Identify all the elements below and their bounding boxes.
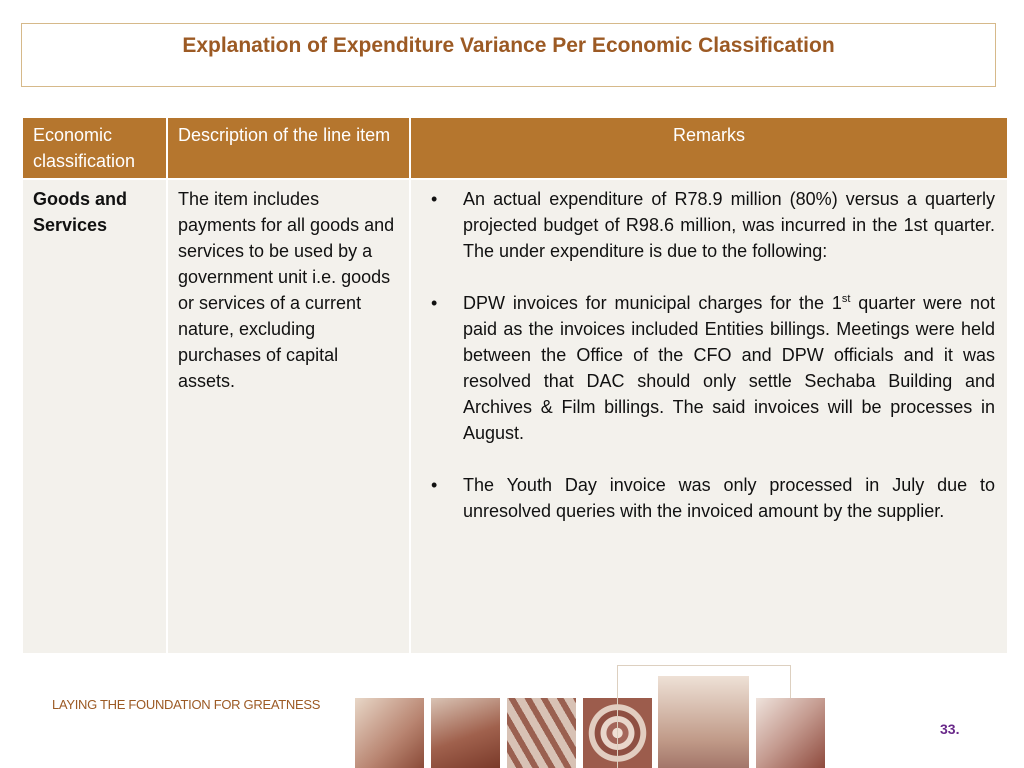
cell-description: The item includes payments for all goods and services to be used by a government unit i.e. goods or services of a current nature, excluding purchases of capital assets.	[168, 180, 409, 653]
saxophone-player-image	[756, 698, 825, 768]
page-title: Explanation of Expenditure Variance Per Economic Classification	[182, 34, 835, 57]
writing-photo-image	[355, 698, 424, 768]
film-reel-image	[507, 698, 576, 768]
remark-text-pre: DPW invoices for municipal charges for the 1	[463, 293, 842, 313]
remark-text-sup: st	[841, 293, 851, 305]
page-number: 33.	[940, 721, 960, 737]
bullet-icon: •	[431, 293, 438, 313]
bullet-icon: •	[431, 189, 438, 209]
family-photo-image	[431, 698, 500, 768]
header-economic-classification: Economic classification	[23, 118, 166, 178]
remark-text: An actual expenditure of R78.9 million (80%) versus a quarterly projected budget of R98.6 million, was incurred in the 1st quarter. The under expenditure is due to the following:	[463, 189, 995, 261]
title-box	[21, 23, 996, 87]
footer-tagline: LAYING THE FOUNDATION FOR GREATNESS	[52, 697, 321, 712]
cell-remarks	[411, 180, 1007, 653]
bullet-icon: •	[431, 475, 438, 495]
header-remarks: Remarks	[411, 118, 1007, 178]
column-divider	[409, 118, 411, 653]
remark-item	[421, 290, 995, 446]
header-description: Description of the line item	[168, 118, 409, 178]
remark-item	[421, 472, 995, 524]
remark-text-post: quarter were not paid as the invoices included Entities billings. Meetings were held between the Office of the CFO and DPW officials and it was resolved that DAC should only settle Sechaba Building and Archives & Film billings. The said invoices will be processes in August.	[463, 293, 995, 443]
remark-item	[421, 186, 995, 264]
cell-classification: Goods and Services	[23, 180, 166, 653]
column-divider	[166, 118, 168, 653]
ballet-shoes-image	[658, 676, 749, 768]
header-divider	[23, 178, 1007, 180]
variance-table	[23, 118, 1007, 653]
remark-text: The Youth Day invoice was only processed in July due to unresolved queries with the invoiced amount by the supplier.	[463, 475, 995, 521]
